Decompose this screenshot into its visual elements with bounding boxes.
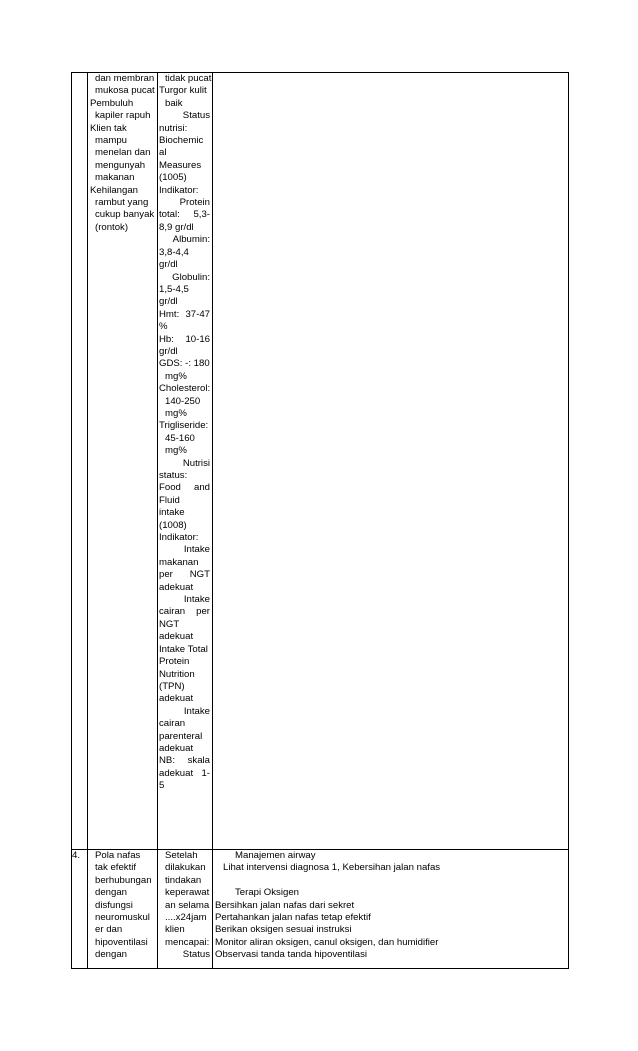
outcome-cell [158, 73, 213, 850]
intervention-line: Berikan oksigen sesuai instruksi [215, 924, 352, 936]
nursing-care-plan-table [71, 72, 569, 969]
cell-line: Klien tak [90, 122, 127, 134]
cell-line: mencapai: [165, 936, 210, 948]
cell-line: gr/dl [159, 296, 178, 308]
cell-line: Setelah [165, 850, 198, 861]
cell-line: mg% [165, 445, 187, 457]
cell-line: Status [182, 110, 210, 122]
intervention-cell [213, 850, 569, 969]
cell-line: NB: skala [159, 755, 210, 767]
cell-line: (rontok) [95, 221, 129, 233]
cell-line: % [159, 321, 168, 333]
cell-line: tidak pucat [165, 73, 212, 84]
cell-line: hipoventilasi [95, 936, 148, 948]
cell-line: mengunyah [95, 159, 146, 171]
cell-line: Food and [159, 482, 210, 494]
cell-line: adekuat 1- [159, 767, 210, 779]
cell-line: gr/dl [159, 345, 178, 357]
cell-line: Intake [183, 705, 210, 717]
cell-line: 1,5-4,5 [159, 283, 189, 295]
cell-line: Pola nafas [95, 850, 141, 861]
cell-line: makanan [95, 172, 135, 184]
cell-line: 45-160 [165, 432, 195, 444]
cell-line: dilakukan [165, 862, 206, 874]
cell-line: 8,9 gr/dl [159, 221, 194, 233]
intervention-line: Observasi tanda tanda hipoventilasi [215, 949, 367, 961]
cell-line: (1008) [159, 519, 187, 531]
cell-line: mg% [165, 407, 187, 419]
cell-line: Hmt: 37-47 [159, 308, 210, 320]
cell-line: Biochemic [159, 135, 204, 147]
cell-line: Protein [159, 656, 190, 668]
cell-line: berhubungan [95, 874, 152, 886]
cell-line: Cholesterol: [159, 383, 211, 395]
cell-line: Indikator: [159, 184, 199, 196]
cell-line: Nutrition [159, 668, 195, 680]
cell-line: an selama [165, 899, 210, 911]
cell-line: Intake [183, 594, 210, 606]
cell-line: cukup banyak [95, 209, 155, 221]
row-number: 4. [72, 850, 88, 969]
diagnosis-cell [88, 850, 158, 969]
cell-line: Globulin: [172, 271, 210, 283]
cell-line: mukosa pucat [95, 85, 155, 97]
intervention-line: Monitor aliran oksigen, canul oksigen, dan humidifier [215, 936, 439, 948]
cell-line: baik [165, 97, 183, 109]
cell-line: 140-250 [165, 395, 201, 407]
cell-line: mampu [95, 135, 127, 147]
cell-line: adekuat [159, 742, 194, 754]
cell-line: dengan [95, 887, 128, 899]
cell-line: ....x24jam [165, 912, 207, 924]
outcome-cell [158, 850, 213, 969]
intervention-line: Lihat intervensi diagnosa 1, Kebersihan jalan nafas [223, 862, 441, 874]
cell-line: NGT [159, 618, 180, 630]
cell-line: adekuat [159, 581, 194, 593]
cell-line: parenteral [159, 730, 203, 742]
cell-line: nutrisi: [159, 122, 188, 134]
cell-line: Nutrisi [182, 457, 210, 469]
cell-line: Trigliseride: [159, 420, 209, 432]
cell-line: Intake [183, 544, 210, 556]
intervention-line: Bersihkan jalan nafas dari sekret [215, 899, 355, 911]
cell-line: adekuat [159, 693, 194, 705]
cell-line: neuromuskul [95, 912, 150, 924]
cell-line: al [159, 147, 167, 159]
cell-line: (TPN) [159, 680, 185, 692]
cell-line: GDS: -: 180 [159, 358, 210, 370]
cell-line: klien [165, 924, 185, 936]
cell-line: Measures [159, 159, 202, 171]
cell-line: adekuat [159, 631, 194, 643]
cell-line: Kehilangan [90, 184, 139, 196]
intervention-heading: Terapi Oksigen [235, 887, 299, 899]
cell-line: cairan per [159, 606, 210, 618]
cell-line: menelan dan [95, 147, 151, 159]
cell-line: (1005) [159, 172, 187, 184]
cell-line: status: [159, 470, 188, 481]
blank-line [213, 875, 568, 887]
cell-line: Albumin: [172, 234, 210, 246]
cell-line: tak efektif [95, 862, 137, 874]
intervention-line: Pertahankan jalan nafas tetap efektif [215, 912, 371, 924]
table-row [72, 850, 569, 969]
cell-line: dengan [95, 949, 128, 961]
cell-line: cairan [159, 718, 186, 730]
cell-line: intake [159, 507, 185, 519]
cell-line: keperawat [165, 887, 210, 899]
table-row [72, 73, 569, 850]
cell-line: gr/dl [159, 259, 178, 271]
cell-line: tindakan [165, 874, 202, 886]
diagnosis-cell [88, 73, 158, 850]
cell-line: per NGT [159, 569, 210, 581]
cell-line: Intake Total [159, 643, 208, 655]
cell-line: Protein [179, 197, 210, 209]
cell-line: 5 [159, 780, 165, 792]
cell-line: er dan [95, 924, 123, 936]
cell-line: dan membran [95, 73, 155, 84]
cell-line: rambut yang [95, 197, 149, 209]
cell-line: kapiler rapuh [95, 110, 151, 122]
cell-line: disfungsi [95, 899, 133, 911]
cell-line: Fluid [159, 494, 180, 506]
cell-line: Turgor kulit [159, 85, 207, 97]
cell-line: total: 5,3- [159, 209, 210, 221]
cell-line: Status [182, 949, 210, 961]
intervention-heading: Manajemen airway [235, 850, 316, 861]
cell-line: mg% [165, 370, 187, 382]
cell-line: Indikator: [159, 532, 199, 544]
cell-line: Hb: 10-16 [159, 333, 210, 345]
cell-line: 3,8-4,4 [159, 246, 189, 258]
row-number [72, 73, 88, 850]
cell-line: makanan [159, 556, 199, 568]
intervention-cell [213, 73, 569, 850]
cell-line: Pembuluh [90, 97, 134, 109]
